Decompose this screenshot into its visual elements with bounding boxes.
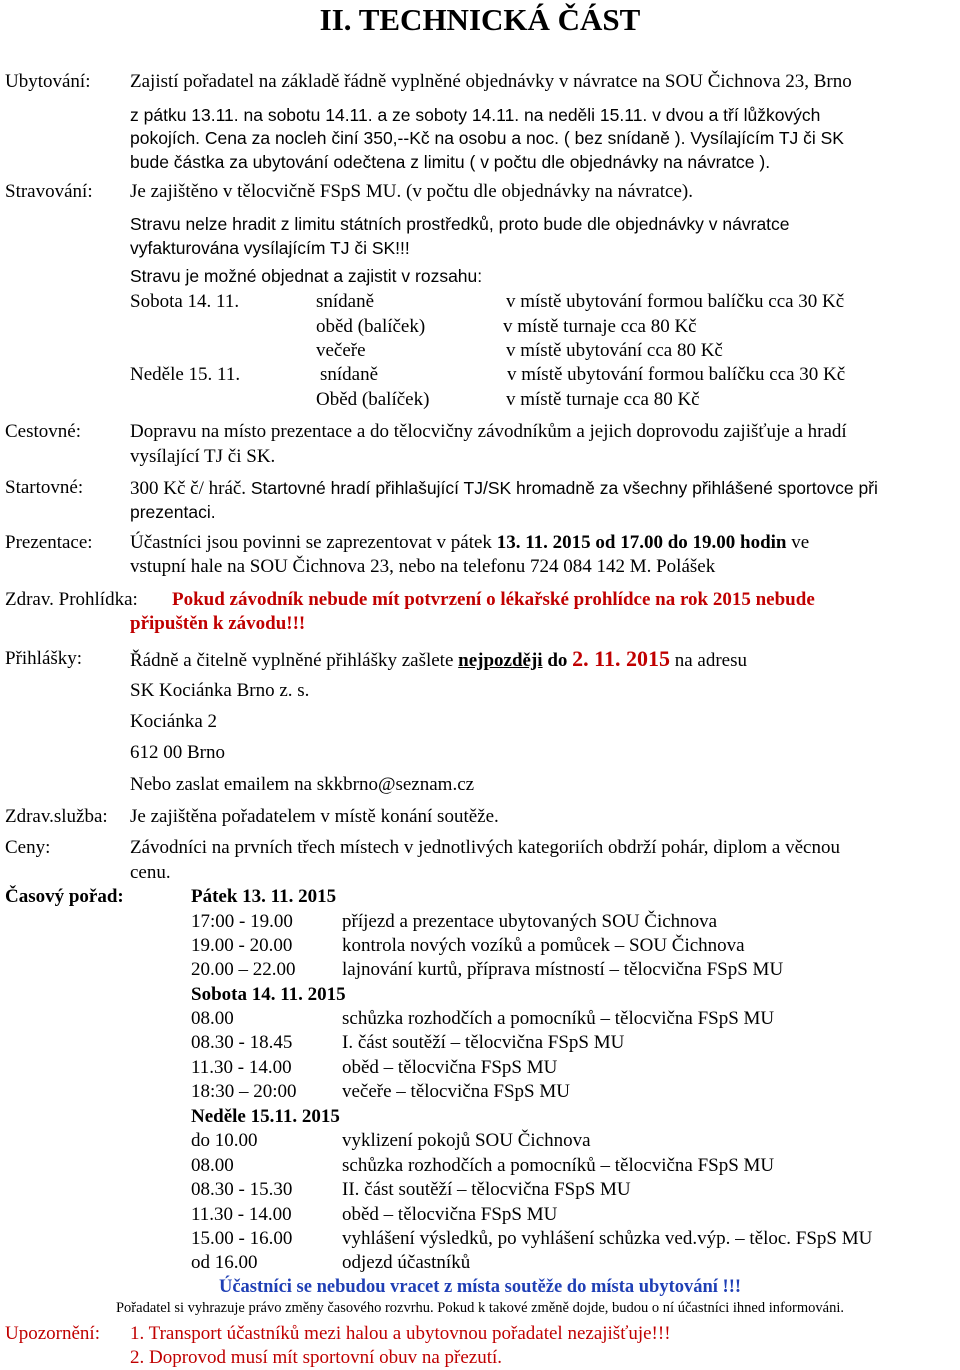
- schedule-time: 18:30 – 20:00: [191, 1081, 297, 1102]
- ubytovani-line-2: z pátku 13.11. na sobotu 14.11. a ze soboty 14.11. na neděli 15.11. v dvou a tří lůžkových: [130, 105, 821, 125]
- schedule-activity: vyhlášení výsledků, po vyhlášení schůzka ved.výp. – těloc. FSpS MU: [342, 1228, 873, 1249]
- stravovani-line-3: vyfakturována vysílajícím TJ či SK!!!: [130, 238, 410, 258]
- schedule-activity: II. část soutěží – tělocvična FSpS MU: [342, 1179, 631, 1200]
- schedule-day-heading: Neděle 15.11. 2015: [191, 1106, 340, 1127]
- address-line-2: Kociánka 2: [130, 711, 218, 732]
- startovne-line-2: prezentaci.: [130, 502, 216, 522]
- schedule-time: 08.00: [191, 1008, 234, 1029]
- schedule-activity: oběd – tělocvična FSpS MU: [342, 1204, 558, 1225]
- prezentace-line-2: vstupní hale na SOU Čichnova 23, nebo na telefonu 724 084 142 M. Polášek: [130, 556, 716, 577]
- schedule-time: 11.30 - 14.00: [191, 1204, 292, 1225]
- page-title: II. TECHNICKÁ ČÁST: [319, 2, 641, 37]
- section-label-startovne: Startovné:: [5, 477, 84, 498]
- prihlasky-deadline-word: nejpozději: [458, 650, 543, 671]
- schedule-time: 08.30 - 15.30: [191, 1179, 293, 1200]
- meal-type: Oběd (balíček): [316, 389, 430, 410]
- meal-type: oběd (balíček): [316, 316, 426, 337]
- section-label-zdrav: Zdrav. Prohlídka:: [5, 589, 138, 610]
- meal-place: v místě turnaje cca 80 Kč: [503, 316, 697, 337]
- schedule-time: 17:00 - 19.00: [191, 911, 293, 932]
- schedule-activity: oběd – tělocvična FSpS MU: [342, 1057, 558, 1078]
- meal-day: Neděle 15. 11.: [130, 364, 241, 385]
- schedule-time: 08.30 - 18.45: [191, 1032, 293, 1053]
- schedule-activity: večeře – tělocvična FSpS MU: [342, 1081, 570, 1102]
- schedule-activity: I. část soutěží – tělocvična FSpS MU: [342, 1032, 625, 1053]
- schedule-activity: schůzka rozhodčích a pomocníků – tělocvična FSpS MU: [342, 1155, 775, 1176]
- ceny-line-1: Závodníci na prvních třech místech v jednotlivých kategoriích obdrží pohár, diplom a věcnou: [130, 837, 840, 858]
- ubytovani-line-4: bude částka za ubytování odečtena z limitu ( v počtu dle objednávky na návratce ).: [130, 152, 771, 172]
- meal-place: v místě ubytování formou balíčku cca 30 Kč: [506, 291, 845, 312]
- zdrav-warning-line-1: Pokud závodník nebude mít potvrzení o lékařské prohlídce na rok 2015 nebude: [172, 589, 815, 610]
- prihlasky-text-end: na adresu: [674, 650, 747, 671]
- section-label-prihlasky: Přihlášky:: [5, 648, 83, 669]
- upozorneni-item-2: 2. Doprovod musí mít sportovní obuv na přezutí.: [130, 1347, 503, 1368]
- startovne-line-1: [130, 476, 878, 501]
- meal-type: večeře: [316, 340, 366, 361]
- upozorneni-item-1: 1. Transport účastníků mezi halou a ubytovnou pořadatel nezajišťuje!!!: [130, 1323, 671, 1344]
- section-label-prezentace: Prezentace:: [5, 532, 93, 553]
- ceny-line-2: cenu.: [130, 862, 171, 883]
- meal-place: v místě ubytování formou balíčku cca 30 Kč: [507, 364, 846, 385]
- meal-type: snídaně: [320, 364, 379, 385]
- section-label-ceny: Ceny:: [5, 837, 51, 858]
- stravovani-line-1: Je zajištěno v tělocvičně FSpS MU. (v počtu dle objednávky na návratce).: [130, 181, 693, 202]
- schedule-time: 19.00 - 20.00: [191, 935, 293, 956]
- email-line: Nebo zaslat emailem na skkbrno@seznam.cz: [130, 774, 475, 795]
- schedule-time: 11.30 - 14.00: [191, 1057, 292, 1078]
- meal-place: v místě ubytování cca 80 Kč: [506, 340, 723, 361]
- section-label-upozorneni: Upozornění:: [5, 1323, 100, 1344]
- schedule-activity: vyklizení pokojů SOU Čichnova: [342, 1130, 591, 1151]
- schedule-time: 08.00: [191, 1155, 234, 1176]
- schedule-time: od 16.00: [191, 1252, 258, 1273]
- schedule-activity: schůzka rozhodčích a pomocníků – tělocvična FSpS MU: [342, 1008, 775, 1029]
- prihlasky-do: do: [547, 650, 568, 671]
- startovne-text: Startovné hradí přihlašující TJ/SK hromadně za všechny přihlášené sportovce při: [250, 478, 878, 498]
- section-label-schedule: Časový pořad:: [5, 886, 124, 907]
- schedule-time: 20.00 – 22.00: [191, 959, 296, 980]
- startovne-fee: 300 Kč č/ hráč.: [130, 478, 247, 499]
- prihlasky-text: Řádně a čitelně vyplněné přihlášky zašlete: [130, 650, 454, 671]
- stravovani-line-4: Stravu je možné objednat a zajistit v rozsahu:: [130, 266, 483, 286]
- prezentace-text: Účastníci jsou povinni se zaprezentovat v pátek: [130, 532, 492, 553]
- address-line-1: SK Kociánka Brno z. s.: [130, 680, 310, 701]
- section-label-stravovani: Stravování:: [5, 181, 93, 202]
- meal-place: v místě turnaje cca 80 Kč: [506, 389, 700, 410]
- ubytovani-line-3: pokojích. Cena za nocleh činí 350,--Kč na osobu a noc. ( bez snídaně ). Vysílajícím TJ či SK: [130, 128, 844, 148]
- schedule-time: do 10.00: [191, 1130, 258, 1151]
- notice-schedule-change: Pořadatel si vyhrazuje právo změny časového rozvrhu. Pokud k takové změně dojde, budou o ní účastníci ihned informováni.: [115, 1300, 845, 1316]
- section-label-sluzba: Zdrav.služba:: [5, 806, 108, 827]
- prezentace-datetime: 13. 11. 2015 od 17.00 do 19.00 hodin: [496, 532, 787, 553]
- cestovne-line-1: Dopravu na místo prezentace a do tělocvičny závodníkům a jejich doprovodu zajišťuje a hradí: [130, 421, 847, 442]
- schedule-activity: odjezd účastníků: [342, 1252, 471, 1273]
- section-label-cestovne: Cestovné:: [5, 421, 81, 442]
- schedule-activity: lajnování kurtů, příprava místností – tělocvična FSpS MU: [342, 959, 784, 980]
- schedule-activity: kontrola nových vozíků a pomůcek – SOU Čichnova: [342, 935, 745, 956]
- schedule-day-heading: Sobota 14. 11. 2015: [191, 984, 346, 1005]
- address-line-3: 612 00 Brno: [130, 742, 225, 763]
- ubytovani-line-1: Zajistí pořadatel na základě řádně vyplněné objednávky v návratce na SOU Čichnova 23, Brno: [130, 71, 852, 92]
- prihlasky-line-1: [130, 647, 747, 673]
- notice-no-return: Účastníci se nebudou vracet z místa soutěže do místa ubytování !!!: [218, 1277, 742, 1297]
- prezentace-text-end: ve: [791, 532, 810, 553]
- zdrav-warning-line-2: připuštěn k závodu!!!: [130, 613, 306, 634]
- cestovne-line-2: vysílající TJ či SK.: [130, 446, 276, 467]
- sluzba-text: Je zajištěna pořadatelem v místě konání soutěže.: [130, 806, 499, 827]
- meal-type: snídaně: [316, 291, 375, 312]
- section-label-ubytovani: Ubytování:: [5, 71, 91, 92]
- meal-day: Sobota 14. 11.: [130, 291, 240, 312]
- schedule-activity: příjezd a prezentace ubytovaných SOU Čichnova: [342, 911, 718, 932]
- stravovani-line-2: Stravu nelze hradit z limitu státních prostředků, proto bude dle objednávky v návratce: [130, 214, 790, 234]
- prihlasky-deadline-date: 2. 11. 2015: [572, 646, 670, 671]
- schedule-time: 15.00 - 16.00: [191, 1228, 293, 1249]
- schedule-day-heading: Pátek 13. 11. 2015: [191, 886, 337, 907]
- prezentace-line-1: [130, 531, 809, 555]
